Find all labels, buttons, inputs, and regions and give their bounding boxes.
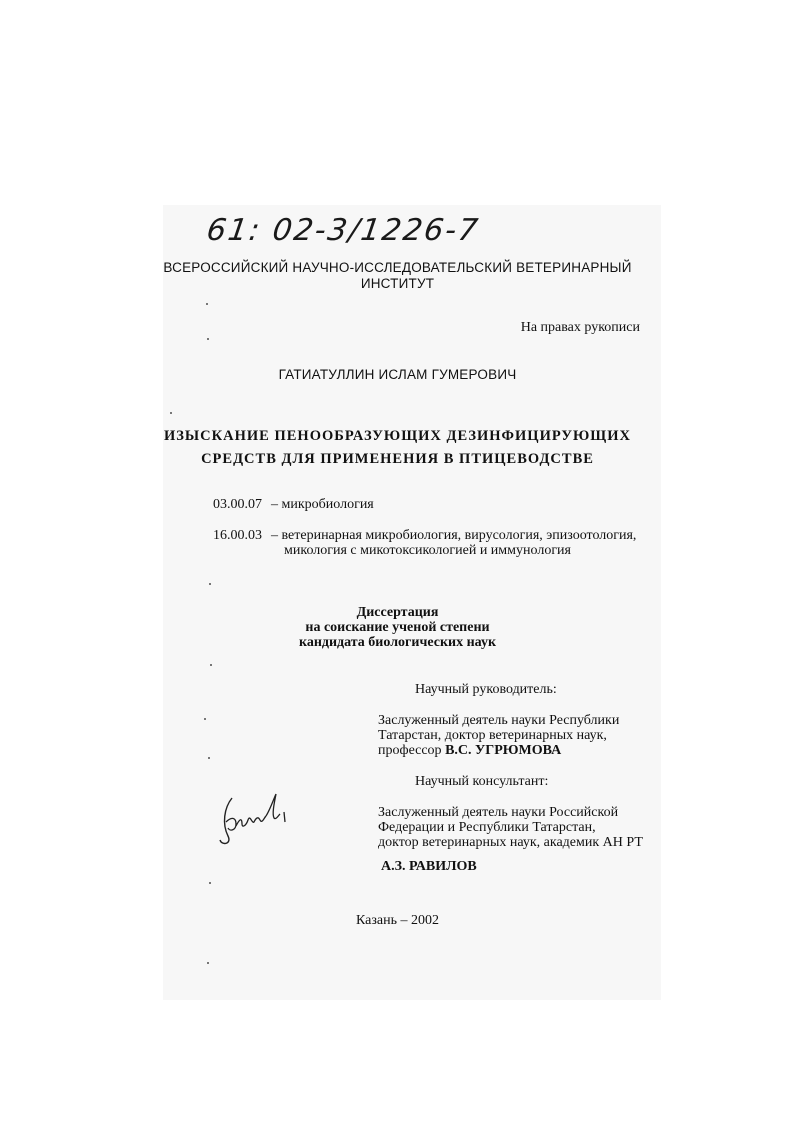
handwritten-signature	[214, 788, 294, 852]
scan-speck	[210, 664, 212, 666]
specialty-code: 03.00.07	[213, 497, 262, 512]
supervisor-name-line	[378, 743, 561, 759]
consultant-credentials: Заслуженный деятель науки Российской	[378, 805, 619, 820]
consultant-heading: Научный консультант:	[415, 774, 549, 789]
specialty-description: – микробиология	[271, 497, 374, 512]
scan-speck	[170, 412, 172, 414]
scan-speck	[206, 303, 208, 305]
author-name: ГАТИАТУЛЛИН ИСЛАМ ГУМЕРОВИЧ	[278, 367, 517, 382]
supervisor-title: профессор	[378, 743, 446, 758]
institute-name-line2: ИНСТИТУТ	[360, 276, 435, 291]
supervisor-credentials: Татарстан, доктор ветеринарных наук,	[378, 728, 607, 743]
dissertation-degree-line: кандидата биологических наук	[298, 635, 497, 650]
supervisor-heading: Научный руководитель:	[415, 682, 557, 697]
scan-speck	[209, 882, 211, 884]
dissertation-title-line1: ИЗЫСКАНИЕ ПЕНООБРАЗУЮЩИХ ДЕЗИНФИЦИРУЮЩИХ	[164, 428, 631, 444]
scan-speck	[208, 757, 210, 759]
manuscript-rights-note: На правах рукописи	[520, 320, 640, 335]
dissertation-label: Диссертация	[356, 605, 439, 620]
specialty-description: – ветеринарная микробиология, вирусология, эпизоотология,	[271, 528, 637, 543]
consultant-credentials: Федерации и Республики Татарстан,	[378, 820, 596, 835]
scan-speck	[207, 962, 209, 964]
specialty-description-cont: микология с микотоксикологией и иммунология	[284, 543, 571, 558]
institute-name-line1: ВСЕРОССИЙСКИЙ НАУЧНО-ИССЛЕДОВАТЕЛЬСКИЙ ВЕТЕРИНАРНЫЙ	[163, 260, 632, 275]
scan-speck	[209, 583, 211, 585]
consultant-name: А.З. РАВИЛОВ	[381, 859, 477, 874]
scan-speck	[204, 718, 206, 720]
dissertation-title-line2: СРЕДСТВ ДЛЯ ПРИМЕНЕНИЯ В ПТИЦЕВОДСТВЕ	[201, 451, 594, 467]
supervisor-credentials: Заслуженный деятель науки Республики	[378, 713, 620, 728]
supervisor-name: В.С. УГРЮМОВА	[445, 743, 562, 758]
dissertation-degree-line: на соискание ученой степени	[305, 620, 490, 635]
consultant-credentials: доктор ветеринарных наук, академик АН РТ	[378, 835, 643, 850]
scan-speck	[207, 338, 209, 340]
handwritten-archive-code: 61: 02-3/1226-7	[204, 213, 482, 248]
place-and-year: Казань – 2002	[356, 913, 439, 928]
specialty-code: 16.00.03	[213, 528, 262, 543]
